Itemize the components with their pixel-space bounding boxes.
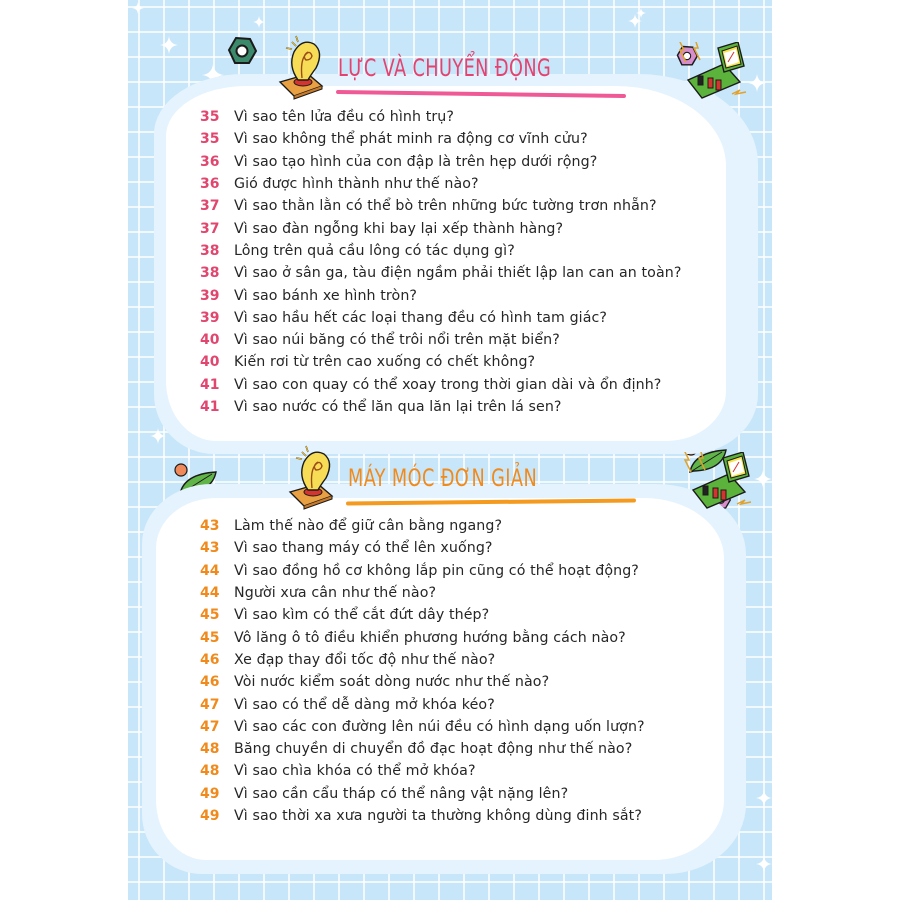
list-item bbox=[200, 240, 681, 262]
list-item bbox=[200, 284, 681, 306]
list-item bbox=[200, 537, 645, 559]
list-item bbox=[200, 307, 681, 329]
question-text: Vòi nước kiểm soát dòng nước như thế nào? bbox=[234, 674, 550, 691]
page-number: 43 bbox=[200, 540, 220, 557]
list-item bbox=[200, 560, 645, 582]
sparkle-icon bbox=[132, 2, 144, 14]
question-text: Vì sao nước có thể lăn qua lăn lại trên lá sen? bbox=[234, 399, 562, 415]
list-item bbox=[200, 374, 681, 396]
question-text: Vì sao thời xa xưa người ta thường không dùng đinh sắt? bbox=[234, 808, 642, 824]
list-item bbox=[200, 195, 681, 217]
page-number: 41 bbox=[200, 399, 220, 415]
page-number: 47 bbox=[200, 718, 220, 735]
page-number: 37 bbox=[200, 220, 220, 237]
question-text: Băng chuyền di chuyển đồ đạc hoạt động như thế nào? bbox=[234, 741, 633, 758]
list-item bbox=[200, 351, 681, 373]
question-text: Gió được hình thành như thế nào? bbox=[234, 176, 479, 193]
page-number: 38 bbox=[200, 242, 220, 259]
question-text: Vì sao thang máy có thể lên xuống? bbox=[234, 540, 493, 557]
hex-nut-icon bbox=[227, 36, 257, 66]
list-item bbox=[200, 626, 645, 648]
section-title: LỰC VÀ CHUYỂN ĐỘNG bbox=[338, 54, 552, 82]
list-item bbox=[200, 805, 645, 827]
section-header-forces-motion bbox=[278, 30, 628, 100]
page-number: 36 bbox=[200, 153, 220, 170]
question-text: Vì sao tạo hình của con đập là trên hẹp dưới rộng? bbox=[234, 153, 598, 170]
list-item bbox=[200, 760, 645, 782]
question-text: Vì sao cần cẩu tháp có thể nâng vật nặng lên? bbox=[234, 785, 569, 802]
page-number: 49 bbox=[200, 785, 220, 802]
question-text: Làm thế nào để giữ cân bằng ngang? bbox=[234, 518, 503, 535]
page-number: 41 bbox=[200, 376, 220, 393]
question-text: Vì sao không thể phát minh ra động cơ vĩnh cửu? bbox=[234, 131, 588, 148]
list-item bbox=[200, 738, 645, 760]
list-item bbox=[200, 649, 645, 671]
page-number: 38 bbox=[200, 265, 220, 282]
page-number: 39 bbox=[200, 309, 220, 326]
question-text: Vì sao hầu hết các loại thang đều có hình tam giác? bbox=[234, 309, 608, 326]
section-header-simple-machines bbox=[288, 440, 638, 510]
question-text: Vô lăng ô tô điều khiển phương hướng bằng cách nào? bbox=[234, 629, 626, 646]
list-item bbox=[200, 783, 645, 805]
page-number: 46 bbox=[200, 651, 220, 668]
page-number: 36 bbox=[200, 176, 220, 193]
page-number: 48 bbox=[200, 741, 220, 758]
question-list-simple-machines bbox=[200, 515, 645, 827]
page-number: 44 bbox=[200, 562, 220, 579]
page-number: 37 bbox=[200, 198, 220, 215]
voltmeter-icon bbox=[678, 42, 748, 102]
list-item bbox=[200, 582, 645, 604]
page-number: 39 bbox=[200, 287, 220, 304]
list-item bbox=[200, 128, 681, 150]
title-underline bbox=[346, 498, 636, 505]
sparkle-icon bbox=[253, 16, 265, 28]
question-text: Vì sao tên lửa đều có hình trụ? bbox=[234, 109, 455, 126]
list-item bbox=[200, 604, 645, 626]
question-text: Người xưa cân như thế nào? bbox=[234, 585, 437, 602]
list-item bbox=[200, 671, 645, 693]
page-number: 45 bbox=[200, 629, 220, 646]
list-item bbox=[200, 515, 645, 537]
page-number: 47 bbox=[200, 696, 220, 713]
question-text: Kiến rơi từ trên cao xuống có chết không? bbox=[234, 354, 536, 371]
list-item bbox=[200, 217, 681, 239]
question-text: Vì sao các con đường lên núi đều có hình dạng uốn lượn? bbox=[234, 718, 645, 735]
lightbulb-icon bbox=[278, 30, 338, 100]
question-text: Vì sao con quay có thể xoay trong thời gian dài và ổn định? bbox=[234, 376, 662, 393]
title-underline bbox=[336, 90, 626, 98]
book-page bbox=[128, 0, 772, 900]
question-text: Vì sao thằn lằn có thể bò trên những bức tường trơn nhẵn? bbox=[234, 198, 657, 215]
list-item bbox=[200, 329, 681, 351]
sparkle-icon bbox=[756, 856, 772, 872]
question-text: Vì sao đồng hồ cơ không lắp pin cũng có thể hoạt động? bbox=[234, 562, 639, 579]
lightbulb-icon bbox=[288, 440, 348, 510]
page-number: 49 bbox=[200, 808, 220, 824]
question-text: Xe đạp thay đổi tốc độ như thế nào? bbox=[234, 651, 496, 668]
sparkle-icon bbox=[160, 36, 178, 54]
page-number: 44 bbox=[200, 585, 220, 602]
sparkle-icon bbox=[150, 428, 166, 444]
question-text: Lông trên quả cầu lông có tác dụng gì? bbox=[234, 242, 515, 259]
page-number: 48 bbox=[200, 763, 220, 780]
question-text: Vì sao đàn ngỗng khi bay lại xếp thành hàng? bbox=[234, 220, 564, 237]
page-number: 35 bbox=[200, 109, 220, 126]
voltmeter-icon bbox=[683, 452, 753, 512]
page-number: 45 bbox=[200, 607, 220, 624]
sparkle-icon bbox=[748, 74, 766, 92]
list-item bbox=[200, 396, 681, 418]
question-list-forces-motion bbox=[200, 106, 681, 418]
page-number: 35 bbox=[200, 131, 220, 148]
question-text: Vì sao bánh xe hình tròn? bbox=[234, 287, 418, 304]
sparkle-icon bbox=[636, 8, 646, 18]
page-number: 46 bbox=[200, 674, 220, 691]
list-item bbox=[200, 151, 681, 173]
page-number: 40 bbox=[200, 332, 220, 349]
sparkle-icon bbox=[756, 790, 772, 806]
question-text: Vì sao chìa khóa có thể mở khóa? bbox=[234, 763, 476, 780]
question-text: Vì sao núi băng có thể trôi nổi trên mặt biển? bbox=[234, 332, 560, 349]
list-item bbox=[200, 173, 681, 195]
page-number: 43 bbox=[200, 518, 220, 535]
list-item bbox=[200, 716, 645, 738]
sparkle-icon bbox=[754, 470, 772, 488]
question-text: Vì sao kìm có thể cắt đứt dây thép? bbox=[234, 607, 490, 624]
list-item bbox=[200, 693, 645, 715]
question-text: Vì sao có thể dễ dàng mở khóa kéo? bbox=[234, 696, 495, 713]
question-text: Vì sao ở sân ga, tàu điện ngầm phải thiết lập lan can an toàn? bbox=[234, 265, 682, 282]
list-item bbox=[200, 106, 681, 128]
list-item bbox=[200, 262, 681, 284]
section-title: MÁY MÓC ĐƠN GIẢN bbox=[348, 464, 538, 492]
page-number: 40 bbox=[200, 354, 220, 371]
